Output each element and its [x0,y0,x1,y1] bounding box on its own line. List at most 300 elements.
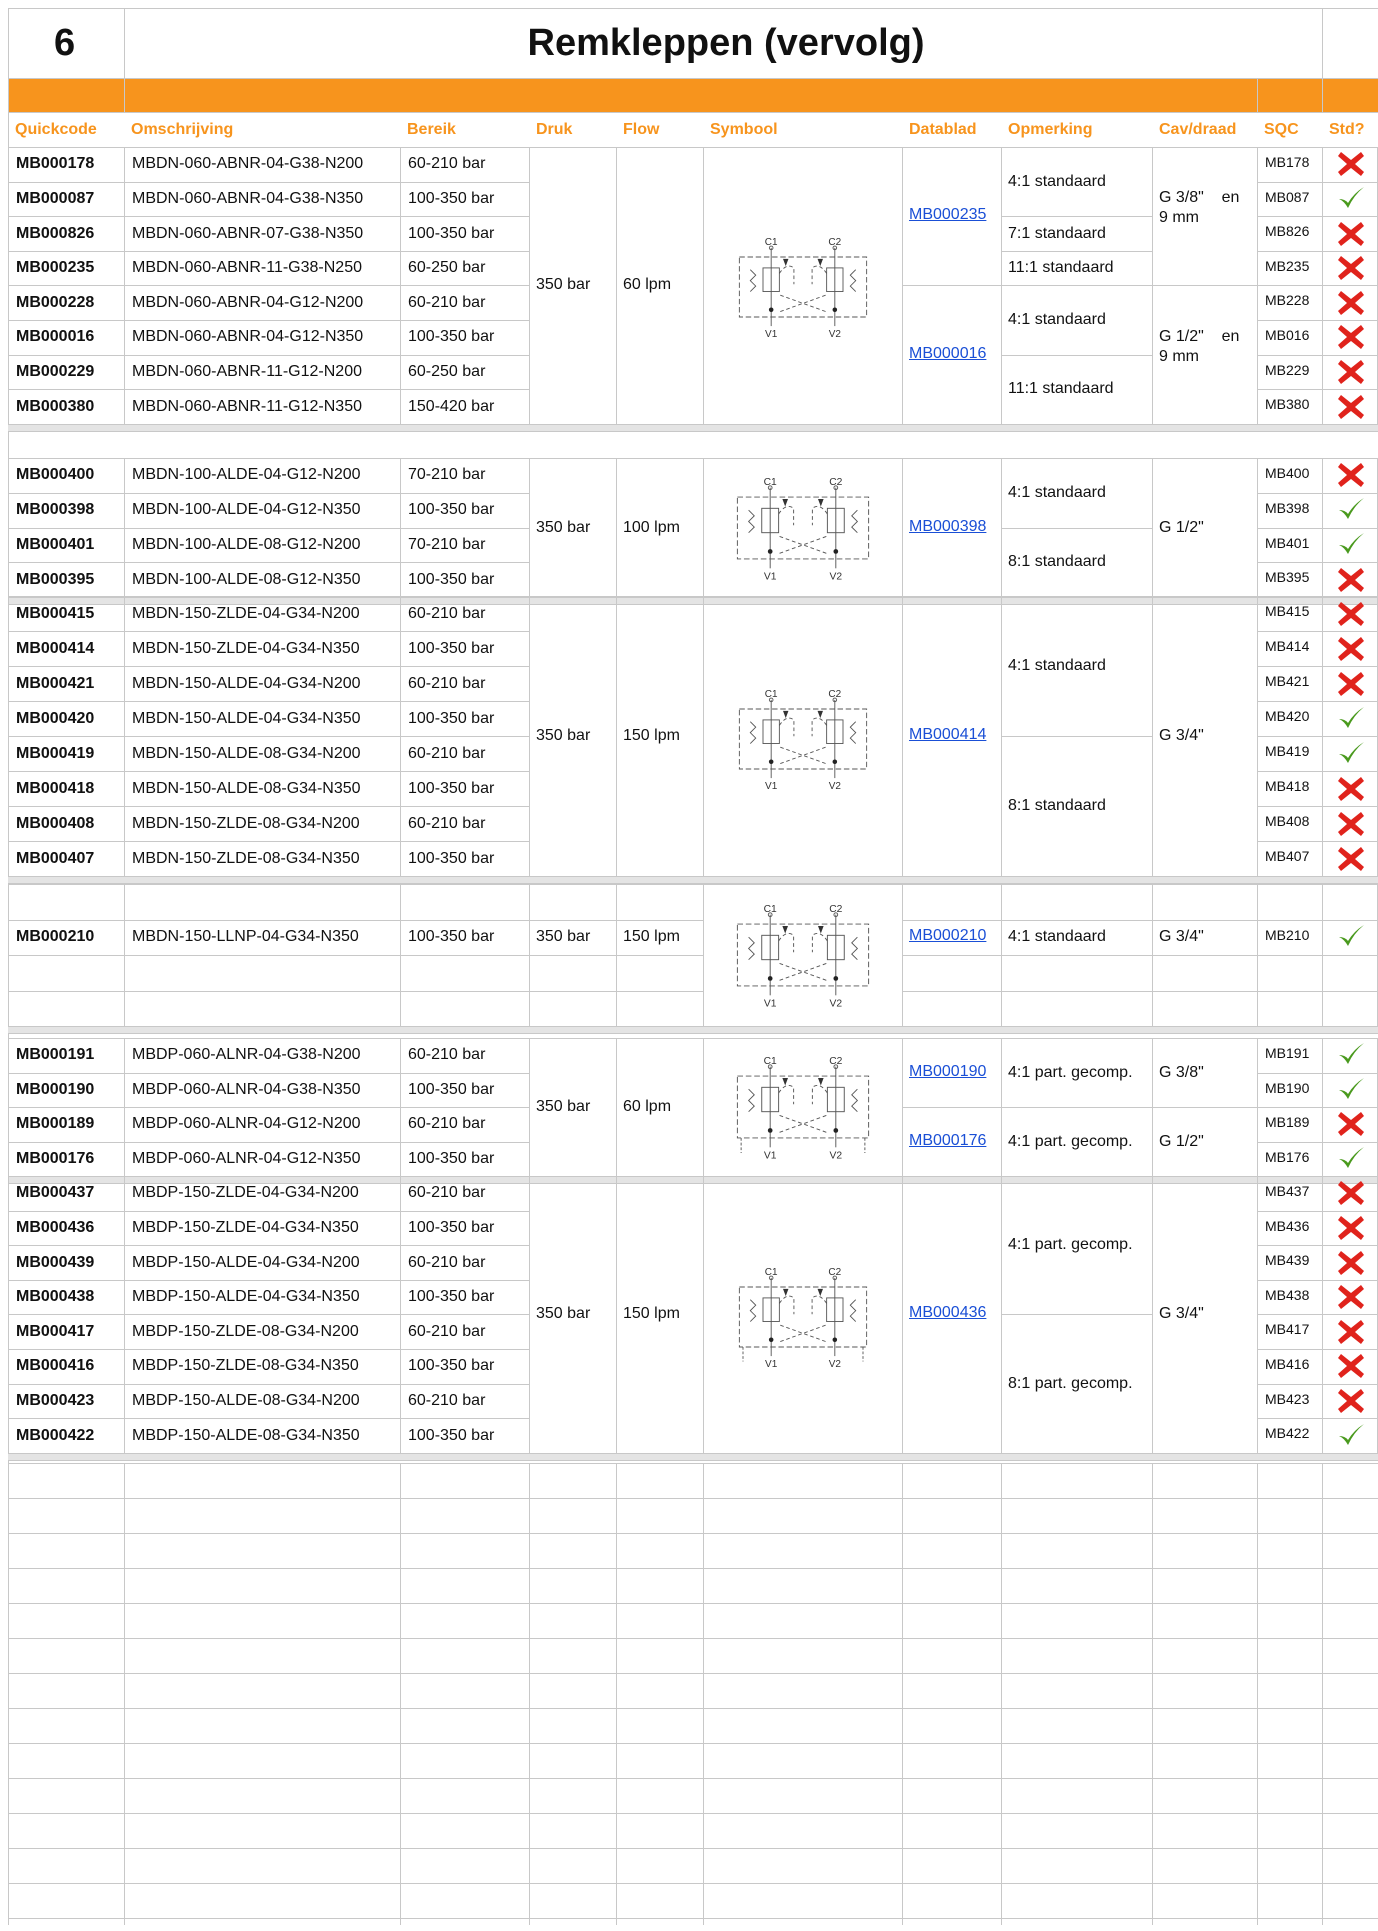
quickcode-cell: MB000229 [16,362,95,380]
cavity-cell: G 1/2" [1159,1132,1204,1150]
grid-line [529,147,530,424]
grid-line [902,884,1257,885]
grid-line [703,458,704,597]
quickcode-cell: MB000417 [16,1322,95,1340]
port-label-v1: V1 [764,329,777,338]
pressure-cell: 350 bar [536,928,591,946]
range-cell: 60-210 bar [408,155,486,173]
cavity-cell: G 3/8" en [1159,189,1240,207]
remark-cell: 4:1 part. gecomp. [1008,1063,1133,1081]
port-label-v1: V1 [763,998,776,1010]
grid-line [1322,458,1323,597]
quickcode-cell: MB000416 [16,1357,95,1375]
grid-line [8,1463,1378,1464]
sqc-cell: MB189 [1265,1114,1310,1130]
quickcode-cell: MB000398 [16,501,95,519]
grid-line [8,1176,9,1453]
datasheet-link[interactable]: MB000436 [909,1304,987,1322]
range-cell: 60-210 bar [408,674,486,692]
grid-line [1257,596,1378,597]
port-label-c2: C2 [827,237,841,249]
sqc-cell: MB191 [1265,1045,1310,1061]
quickcode-cell: MB000408 [16,814,95,832]
grid-line [8,1038,9,1176]
grid-line [8,596,9,876]
port-label-c2: C2 [827,689,841,701]
grid-line [529,1176,530,1453]
port-label-c2: C2 [828,1055,842,1067]
quickcode-cell: MB000228 [16,293,95,311]
standard-check-icon [1336,1420,1366,1450]
grid-line [1322,1176,1323,1453]
group-separator [8,1026,1378,1034]
grid-line [8,1533,1378,1534]
grid-line [8,1883,1378,1884]
grid-line [8,528,529,529]
not-standard-cross-icon [1336,392,1366,422]
hydraulic-symbol-diagram [728,890,878,1020]
range-cell: 60-210 bar [408,1253,486,1271]
datasheet-link[interactable]: MB000398 [909,517,987,535]
grid-line [1322,147,1323,424]
grid-line [8,147,529,148]
grid-line [8,493,529,494]
grid-line [529,458,1257,459]
sqc-cell: MB401 [1265,534,1310,551]
datasheet-link[interactable]: MB000235 [909,206,987,224]
remark-cell: 4:1 standaard [1008,928,1106,946]
grid-line [1257,884,1258,1026]
range-cell: 100-350 bar [408,1357,495,1375]
sqc-cell: MB420 [1265,708,1310,724]
grid-line [8,1349,529,1350]
grid-line [8,955,529,956]
range-cell: 60-250 bar [408,362,486,380]
grid-line [703,596,704,876]
quickcode-cell: MB000087 [16,189,95,207]
grid-line [8,1813,1378,1814]
description-cell: MBDN-150-ZLDE-04-G34-N200 [132,604,360,622]
port-label-c1: C1 [763,903,777,915]
quickcode-cell: MB000419 [16,744,95,762]
description-cell: MBDN-150-ZLDE-08-G34-N200 [132,814,360,832]
grid-line [8,1568,1378,1569]
standard-check-icon [1336,1143,1366,1173]
grid-line [1257,78,1258,112]
grid-line [902,955,1257,956]
grid-line [8,355,529,356]
not-standard-cross-icon [1336,774,1366,804]
sqc-cell: MB422 [1265,1425,1310,1442]
not-standard-cross-icon [1336,1282,1366,1312]
grid-line [8,389,529,390]
description-cell: MBDN-100-ALDE-04-G12-N350 [132,501,361,519]
grid-line [529,458,530,597]
grid-line [529,1463,530,1925]
grid-line [1257,355,1378,356]
not-standard-cross-icon [1336,1351,1366,1381]
column-header-datablad: Datablad [909,121,977,138]
grid-line [1001,1463,1002,1925]
grid-line [1152,285,1257,286]
grid-line [1257,1176,1258,1453]
column-header-cav-draad: Cav/draad [1159,121,1237,138]
grid-line [124,1038,125,1176]
port-label-v1: V1 [763,571,776,583]
grid-line [8,1176,529,1177]
range-cell: 60-210 bar [408,604,486,622]
datasheet-link[interactable]: MB000414 [909,726,987,743]
quickcode-cell: MB000436 [16,1218,95,1236]
grid-line [8,251,529,252]
port-label-v2: V2 [828,781,841,789]
sqc-cell: MB228 [1265,292,1310,309]
port-label-v2: V2 [829,998,842,1010]
grid-line [8,1384,529,1385]
grid-line [1152,1463,1153,1925]
sqc-cell: MB380 [1265,396,1310,413]
description-cell: MBDP-150-ZLDE-04-G34-N350 [132,1218,359,1236]
not-standard-cross-icon [1336,1248,1366,1278]
not-standard-cross-icon [1336,357,1366,387]
pressure-cell: 350 bar [536,727,591,744]
grid-line [1257,147,1258,424]
description-cell: MBDN-100-ALDE-08-G12-N200 [132,535,361,553]
description-cell: MBDN-060-ABNR-04-G12-N200 [132,293,364,311]
grid-line [902,1176,903,1453]
remark-cell: 4:1 standaard [1008,172,1106,190]
quickcode-cell: MB000420 [16,709,95,727]
grid-line [124,147,125,424]
not-standard-cross-icon [1336,565,1366,595]
remark-cell: 11:1 standaard [1008,259,1114,277]
sqc-cell: MB414 [1265,638,1310,654]
grid-line [8,320,529,321]
not-standard-cross-icon [1336,1109,1366,1139]
cavity-cell: G 3/4" [1159,928,1204,946]
port-label-c2: C2 [828,476,842,488]
sqc-cell: MB415 [1265,603,1310,619]
grid-line [8,806,529,807]
grid-line [8,147,9,424]
grid-line [1257,458,1378,459]
datasheet-link[interactable]: MB000176 [909,1131,987,1149]
description-cell: MBDP-060-ALNR-04-G12-N200 [132,1115,361,1133]
grid-line [529,596,1257,597]
sqc-cell: MB398 [1265,499,1310,516]
grid-line [8,1743,1378,1744]
grid-line [8,1673,1378,1674]
description-cell: MBDN-060-ABNR-11-G12-N200 [132,362,362,380]
range-cell: 100-350 bar [408,709,495,727]
description-cell: MBDN-150-ALDE-04-G34-N200 [132,674,361,692]
not-standard-cross-icon [1336,809,1366,839]
quickcode-cell: MB000439 [16,1253,95,1271]
grid-line [902,596,903,876]
remark-cell: 7:1 standaard [1008,224,1106,242]
column-header-druk: Druk [536,121,573,138]
grid-line [1001,285,1152,286]
datasheet-link[interactable]: MB000016 [909,344,987,362]
column-header-bereik: Bereik [407,121,456,138]
port-label-v1: V1 [764,781,777,789]
column-header-quickcode: Quickcode [15,121,97,138]
grid-line [1257,991,1378,992]
grid-line [8,701,529,702]
remark-cell: 4:1 standaard [1008,657,1106,674]
grid-line [616,1463,617,1925]
not-standard-cross-icon [1336,844,1366,874]
column-header-sqc: SQC [1264,121,1299,138]
grid-line [703,884,704,1026]
hydraulic-symbol-diagram [728,237,878,337]
group-separator [8,424,1378,432]
port-label-c1: C1 [764,237,778,249]
grid-line [8,1107,529,1108]
description-cell: MBDN-060-ABNR-11-G38-N250 [132,259,362,277]
grid-line [1257,389,1378,390]
not-standard-cross-icon [1336,253,1366,283]
description-cell: MBDN-100-ALDE-04-G12-N200 [132,466,361,484]
description-cell: MBDP-060-ALNR-04-G38-N200 [132,1046,361,1064]
grid-line [529,920,703,921]
description-cell: MBDN-150-ALDE-08-G34-N350 [132,779,361,797]
grid-line [1001,355,1152,356]
range-cell: 100-350 bar [408,779,495,797]
range-cell: 100-350 bar [408,928,495,946]
range-cell: 100-350 bar [408,1149,495,1167]
not-standard-cross-icon [1336,149,1366,179]
grid-line [529,596,530,876]
grid-line [1257,955,1378,956]
flow-cell: 60 lpm [623,1098,672,1115]
grid-line [902,1107,1001,1108]
group-separator [8,1453,1378,1461]
grid-line [400,147,401,424]
grid-line [124,596,125,876]
column-header-std: Std? [1329,121,1365,138]
remark-cell: 4:1 part. gecomp. [1008,1132,1133,1150]
range-cell: 100-350 bar [408,189,495,207]
grid-line [616,458,617,597]
grid-line [902,458,903,597]
quickcode-cell: MB000395 [16,570,95,588]
description-cell: MBDP-150-ALDE-04-G34-N350 [132,1288,360,1306]
grid-line [400,1038,401,1176]
flow-cell: 60 lpm [623,276,672,294]
description-cell: MBDP-060-ALNR-04-G12-N350 [132,1149,361,1167]
grid-line [703,147,704,424]
grid-line [1152,458,1153,597]
grid-line [703,1038,704,1176]
port-label-c1: C1 [764,689,778,701]
grid-line [1152,1176,1153,1453]
sqc-cell: MB190 [1265,1079,1310,1096]
port-label-c2: C2 [828,903,842,915]
grid-line [8,596,529,597]
quickcode-cell: MB000438 [16,1288,95,1306]
grid-line [8,631,529,632]
page-title: Remkleppen (vervolg) [527,22,925,64]
grid-line [8,991,529,992]
grid-line [1257,147,1378,148]
not-standard-cross-icon [1336,1178,1366,1208]
grid-line [1257,1349,1378,1350]
grid-line [8,78,1378,79]
description-cell: MBDN-150-ZLDE-04-G34-N350 [132,639,360,657]
range-cell: 60-210 bar [408,744,486,762]
cavity-cell: G 3/4" [1159,1305,1204,1323]
grid-line [1322,596,1323,876]
range-cell: 100-350 bar [408,501,495,519]
grid-line [1322,8,1323,112]
grid-line [8,1211,529,1212]
not-standard-cross-icon [1336,599,1366,629]
flow-cell: 100 lpm [623,518,680,536]
description-cell: MBDN-060-ABNR-04-G12-N350 [132,328,364,346]
range-cell: 100-350 bar [408,224,495,242]
not-standard-cross-icon [1336,322,1366,352]
description-cell: MBDN-060-ABNR-04-G38-N350 [132,189,364,207]
grid-line [1257,1314,1378,1315]
port-label-v1: V1 [764,1359,777,1368]
range-cell: 100-350 bar [408,1218,495,1236]
remark-cell: 4:1 standaard [1008,311,1106,328]
grid-line [8,458,9,597]
port-label-c1: C1 [763,476,777,488]
sqc-cell: MB423 [1265,1390,1310,1407]
title-accent-bar [8,78,1378,112]
grid-line [8,112,1378,113]
range-cell: 60-210 bar [408,814,486,832]
standard-check-icon [1336,738,1366,768]
grid-line [1001,1314,1152,1315]
grid-line [8,1314,529,1315]
grid-line [8,1142,529,1143]
grid-line [529,991,703,992]
datasheet-link[interactable]: MB000210 [909,927,987,945]
grid-line [8,1073,529,1074]
grid-line [8,1038,529,1039]
sqc-cell: MB418 [1265,778,1310,794]
grid-line [1257,806,1378,807]
cavity-cell: G 3/8" [1159,1063,1204,1081]
grid-line [1257,1384,1378,1385]
grid-line [8,771,529,772]
grid-line [1257,285,1378,286]
description-cell: MBDN-150-ALDE-04-G34-N350 [132,709,361,727]
sqc-cell: MB229 [1265,361,1310,378]
standard-check-icon [1336,529,1366,559]
grid-line [1001,528,1152,529]
remark-cell: 4:1 standaard [1008,483,1106,501]
remark-cell: 8:1 standaard [1008,553,1106,571]
grid-line [1257,320,1378,321]
grid-line [616,1176,617,1453]
description-cell: MBDN-150-ALDE-08-G34-N200 [132,744,361,762]
quickcode-cell: MB000190 [16,1080,95,1098]
grid-line [8,920,529,921]
grid-line [529,1176,1257,1177]
port-label-v2: V2 [828,329,841,338]
grid-line [902,991,1257,992]
quickcode-cell: MB000235 [16,259,95,277]
quickcode-cell: MB000826 [16,224,95,242]
sqc-cell: MB419 [1265,743,1310,759]
port-label-c2: C2 [827,1267,841,1279]
datasheet-link[interactable]: MB000190 [909,1062,987,1080]
page-number: 6 [54,22,76,64]
quickcode-cell: MB000191 [16,1046,95,1064]
grid-line [529,1038,530,1176]
grid-line [1322,1038,1323,1176]
grid-line [902,920,1257,921]
quickcode-cell: MB000189 [16,1115,95,1133]
pressure-cell: 350 bar [536,276,591,294]
description-cell: MBDP-150-ZLDE-08-G34-N350 [132,1357,359,1375]
grid-line [1257,631,1378,632]
quickcode-cell: MB000437 [16,1184,95,1202]
sqc-cell: MB395 [1265,569,1310,586]
range-cell: 100-350 bar [408,639,495,657]
sqc-cell: MB016 [1265,327,1310,343]
grid-line [1257,1176,1378,1177]
grid-line [8,841,529,842]
grid-line [703,1463,704,1925]
description-cell: MBDP-150-ALDE-04-G34-N200 [132,1253,360,1271]
description-cell: MBDN-060-ABNR-04-G38-N200 [132,155,364,173]
cavity-cell: G 3/4" [1159,727,1204,744]
grid-line [8,285,529,286]
grid-line [8,1603,1378,1604]
cavity-cell: G 1/2" [1159,518,1204,536]
description-cell: MBDN-150-LLNP-04-G34-N350 [132,928,359,946]
range-cell: 100-350 bar [408,849,495,867]
grid-line [8,1245,529,1246]
pressure-cell: 350 bar [536,1098,591,1115]
not-standard-cross-icon [1336,1213,1366,1243]
hydraulic-symbol-diagram [728,689,878,789]
quickcode-cell: MB000422 [16,1426,95,1444]
column-header-opmerking: Opmerking [1008,121,1093,138]
grid-line [124,1463,125,1925]
grid-line [1001,736,1152,737]
description-cell: MBDP-150-ALDE-08-G34-N200 [132,1391,360,1409]
not-standard-cross-icon [1336,219,1366,249]
range-cell: 150-420 bar [408,397,495,415]
sqc-cell: MB437 [1265,1183,1310,1199]
grid-line [124,458,125,597]
range-cell: 100-350 bar [408,328,495,346]
grid-line [1257,562,1378,563]
grid-line [1257,666,1378,667]
grid-line [124,8,125,112]
sqc-cell: MB826 [1265,223,1310,240]
sqc-cell: MB210 [1265,926,1310,943]
not-standard-cross-icon [1336,288,1366,318]
grid-line [1257,1107,1378,1108]
not-standard-cross-icon [1336,1317,1366,1347]
remark-cell: 11:1 standaard [1008,380,1114,398]
not-standard-cross-icon [1336,1386,1366,1416]
grid-line [400,458,401,597]
standard-check-icon [1336,921,1366,951]
range-cell: 60-210 bar [408,1322,486,1340]
range-cell: 60-250 bar [408,259,486,277]
remark-cell: 4:1 part. gecomp. [1008,1236,1133,1254]
sqc-cell: MB416 [1265,1356,1310,1372]
grid-line [1257,1463,1258,1925]
